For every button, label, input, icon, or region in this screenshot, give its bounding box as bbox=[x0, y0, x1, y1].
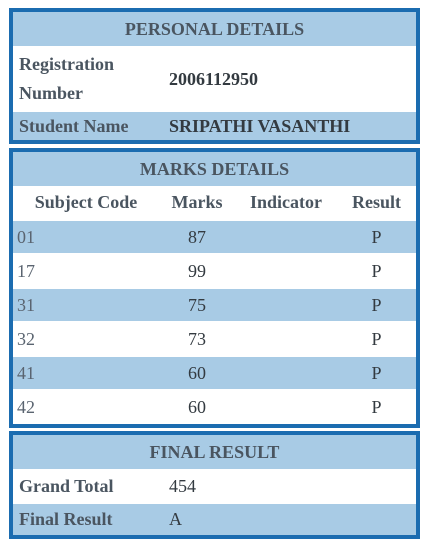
registration-value: 2006112950 bbox=[169, 68, 259, 89]
subject-code-cell: 41 bbox=[17, 362, 35, 383]
result-cell: P bbox=[371, 226, 382, 247]
subject-code-cell: 31 bbox=[17, 294, 35, 315]
student-name-row bbox=[13, 110, 416, 140]
header-marks: Marks bbox=[171, 192, 223, 212]
final-result-panel bbox=[9, 431, 420, 539]
personal-details-panel bbox=[9, 8, 420, 144]
student-name-value: SRIPATHI VASANTHI bbox=[169, 115, 351, 136]
marks-row bbox=[13, 389, 416, 423]
marks-row bbox=[13, 355, 416, 389]
result-cell: P bbox=[371, 328, 382, 349]
marks-cell: 99 bbox=[188, 260, 206, 281]
marks-table-header bbox=[13, 186, 416, 219]
header-indicator: Indicator bbox=[250, 192, 322, 212]
marks-cell: 60 bbox=[188, 396, 206, 417]
final-result-value: A bbox=[169, 509, 182, 529]
registration-label: Registration Number bbox=[19, 54, 114, 103]
personal-details-title: PERSONAL DETAILS bbox=[13, 12, 416, 46]
marks-cell: 60 bbox=[188, 362, 206, 383]
marks-row bbox=[13, 287, 416, 321]
grand-total-row bbox=[13, 469, 416, 502]
student-name-label: Student Name bbox=[19, 115, 129, 136]
marks-details-title: MARKS DETAILS bbox=[13, 152, 416, 186]
marks-row bbox=[13, 253, 416, 287]
subject-code-cell: 32 bbox=[17, 328, 35, 349]
marks-cell: 87 bbox=[188, 226, 206, 247]
registration-row bbox=[13, 46, 416, 110]
header-result: Result bbox=[352, 192, 401, 212]
final-result-row bbox=[13, 502, 416, 535]
marks-table-body bbox=[13, 219, 416, 423]
grand-total-label: Grand Total bbox=[19, 476, 114, 496]
marks-cell: 75 bbox=[188, 294, 206, 315]
marks-row bbox=[13, 321, 416, 355]
header-subject-code: Subject Code bbox=[34, 192, 138, 212]
subject-code-cell: 01 bbox=[17, 226, 35, 247]
subject-code-cell: 17 bbox=[17, 260, 35, 281]
final-result-title: FINAL RESULT bbox=[13, 435, 416, 469]
result-cell: P bbox=[371, 260, 382, 281]
marks-cell: 73 bbox=[188, 328, 206, 349]
result-cell: P bbox=[371, 396, 382, 417]
final-result-label: Final Result bbox=[19, 509, 113, 529]
result-cell: P bbox=[371, 362, 382, 383]
subject-code-cell: 42 bbox=[17, 396, 35, 417]
result-cell: P bbox=[371, 294, 382, 315]
marks-details-panel bbox=[9, 148, 420, 428]
marks-row bbox=[13, 219, 416, 253]
grand-total-value: 454 bbox=[169, 476, 196, 496]
